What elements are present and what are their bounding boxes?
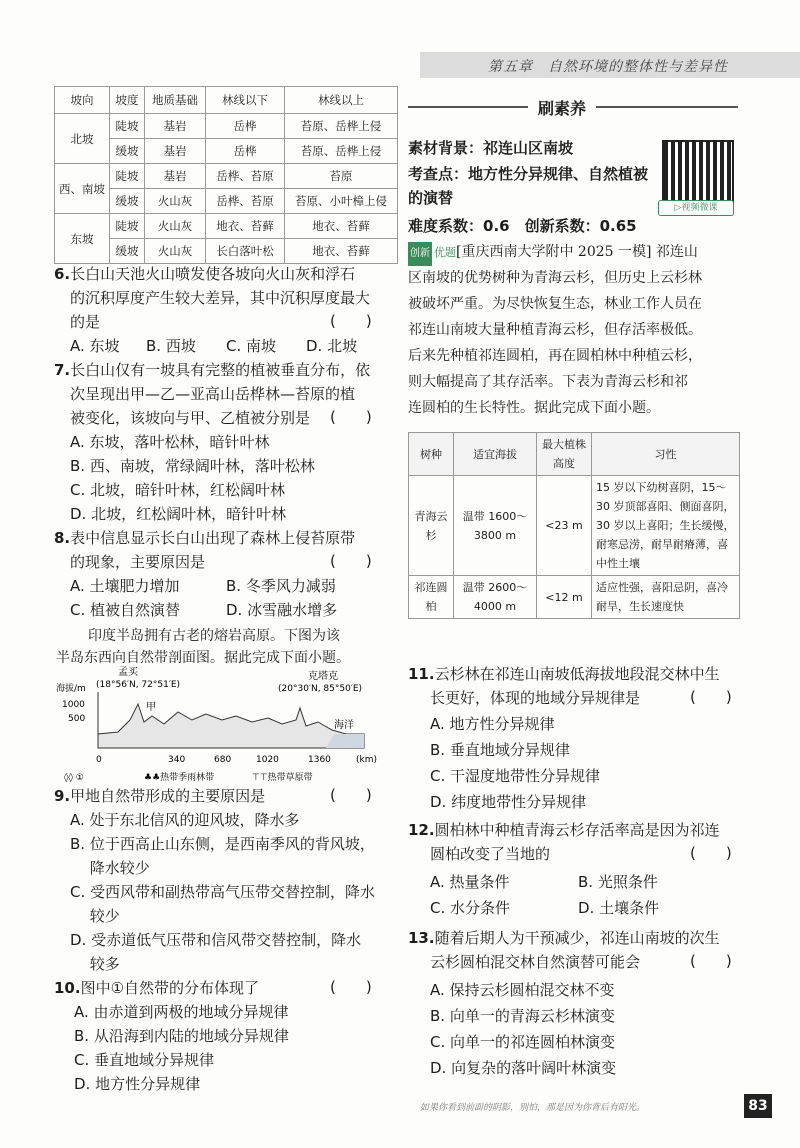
x-tick-1020: 1020 (256, 755, 279, 765)
option-d[interactable]: D. 冰雪融水增多 (226, 601, 338, 619)
x-unit: (km) (356, 755, 378, 765)
intro-text-line2: 半岛东西向自然带剖面图。据此完成下面小题。 (56, 650, 350, 666)
table-header: 坡向 (55, 87, 110, 114)
table-header: 林线以上 (285, 87, 398, 114)
tree-characteristics-table (408, 432, 740, 619)
question-12-line2: 圆柏改变了当地的 (430, 845, 551, 863)
option-b-cont: 降水较少 (70, 859, 150, 877)
option-a[interactable]: A. 热量条件 (430, 873, 510, 891)
question-8-line2: 的现象，主要原因是 (70, 553, 206, 571)
table-cell: <12 m (537, 576, 592, 619)
label-jia: 甲 (146, 702, 156, 713)
terrain-profile (98, 704, 364, 748)
option-c[interactable]: C. 向单一的祁连圆柏林演变 (430, 1033, 616, 1051)
table-header: 林线以下 (206, 87, 285, 114)
question-7: 7.长白山仅有一坡具有完整的植被垂直分布，依 (54, 361, 371, 379)
option-a[interactable]: A. 地方性分异规律 (430, 715, 555, 733)
option-d[interactable]: D. 土壤条件 (578, 899, 660, 917)
option-a[interactable]: A. 东坡，落叶松林，暗针叶林 (70, 433, 270, 451)
option-b[interactable]: B. 位于西高止山东侧，是西南季风的背风坡， (70, 835, 375, 853)
question-8: 8.表中信息显示长白山出现了森林上侵苔原带 (54, 529, 356, 547)
option-c-cont: 较少 (70, 907, 120, 925)
table-row (409, 576, 740, 619)
option-a[interactable]: A. 保持云杉圆柏混交林不变 (430, 981, 615, 999)
option-a[interactable]: A. 东坡 (70, 337, 120, 355)
option-c[interactable]: C. 受西风带和副热带高气压带交替控制，降水 (70, 883, 376, 901)
table-header-row (409, 433, 740, 476)
question-6-line2: 的沉积厚度产生较大差异，其中沉积厚度最大 (70, 289, 371, 307)
passage-line6: 则大幅提高了其存活率。下表为青海云杉和祁 (408, 374, 688, 390)
footer-quote: 如果你看到前面的阴影，别怕，那是因为你背后有阳光。 (420, 1103, 646, 1113)
table-cell: 火山灰 (145, 214, 206, 239)
answer-paren: ( ) (690, 844, 732, 862)
option-d-cont: 较多 (70, 955, 120, 973)
answer-paren: ( ) (330, 312, 372, 330)
featured-label: 优题 (434, 246, 456, 259)
passage-line3: 被破坏严重。为尽快恢复生态，林业工作人员在 (408, 296, 702, 312)
y-tick-500: 500 (68, 714, 86, 724)
table-header: 坡度 (110, 87, 145, 114)
question-6: 6.长白山天池火山喷发使各坡向火山灰和浮石 (54, 265, 356, 283)
option-a[interactable]: A. 土壤肥力增加 (70, 577, 180, 595)
table-header: 最大植株高度 (537, 433, 592, 476)
answer-paren: ( ) (330, 978, 372, 996)
key-points-line2: 的演替 (408, 189, 454, 207)
option-a[interactable]: A. 处于东北信风的迎风坡，降水多 (70, 811, 300, 829)
question-11: 11.云杉林在祁连山南坡低海拔地段混交林中生 (408, 665, 720, 683)
table-cell: 基岩 (145, 164, 206, 189)
option-c[interactable]: C. 南坡 (226, 337, 277, 355)
table-cell: 缓坡 (110, 239, 145, 264)
option-c[interactable]: C. 干湿度地带性分异规律 (430, 767, 601, 785)
answer-paren: ( ) (330, 786, 372, 804)
option-b[interactable]: B. 西坡 (146, 337, 196, 355)
answer-paren: ( ) (330, 552, 372, 570)
table-row (409, 476, 740, 576)
table-cell: 15 岁以下幼树喜阴，15～30 岁顶部喜阳、侧面喜阴，30 岁以上喜阳；生长缓慢，耐寒忌涝，耐旱耐瘠薄，喜中性土壤 (592, 476, 740, 576)
legend-savanna: ⊤⊤热带草原带 (252, 773, 313, 783)
page-number: 83 (744, 1094, 772, 1118)
india-profile-diagram (56, 664, 396, 788)
question-7-line2: 次呈现出甲—乙—亚高山岳桦林—苔原的植 (70, 385, 356, 403)
passage-line7: 连圆柏的生长特性。据此完成下面小题。 (408, 400, 660, 416)
passage-line4: 祁连山南坡大量种植青海云杉，但存活率极低。 (408, 322, 702, 338)
question-6-line3: 的是 (70, 313, 101, 331)
option-c[interactable]: C. 垂直地域分异规律 (74, 1051, 215, 1069)
table-cell: 苔原、岳桦上侵 (285, 114, 398, 139)
option-b[interactable]: B. 从沿海到内陆的地域分异规律 (74, 1027, 289, 1045)
table-cell: 北坡 (55, 114, 110, 164)
table-cell: 火山灰 (145, 189, 206, 214)
option-d[interactable]: D. 北坡，红松阔叶林，暗针叶林 (70, 505, 287, 523)
chapter-header: 第五章 自然环境的整体性与差异性 (488, 59, 728, 75)
intro-text: 印度半岛拥有古老的熔岩高原。下图为该 (88, 628, 340, 644)
option-b[interactable]: B. 向单一的青海云杉林演变 (430, 1007, 615, 1025)
table-cell: 基岩 (145, 139, 206, 164)
question-13-line2: 云杉圆柏混交林自然演替可能会 (430, 953, 641, 971)
question-10: 10.图中①自然带的分布体现了 (54, 979, 260, 997)
table-cell: 温带 1600～3800 m (454, 476, 537, 576)
option-b[interactable]: B. 光照条件 (578, 873, 658, 891)
table-row (55, 214, 398, 239)
x-tick-340: 340 (168, 755, 186, 765)
question-11-line2: 长更好，体现的地域分异规律是 (430, 689, 641, 707)
table-cell: 陡坡 (110, 164, 145, 189)
city-mumbai: 孟买 (118, 667, 138, 678)
option-d[interactable]: D. 向复杂的落叶阔叶林演变 (430, 1059, 617, 1077)
key-points: 考查点：地方性分异规律、自然植被 (408, 165, 649, 183)
video-lesson-label[interactable]: ▷视频微课 (658, 200, 734, 216)
passage-line1: 创新 优题[重庆西南大学附中 2025 一模] 祁连山 (408, 240, 698, 266)
table-header: 地质基础 (145, 87, 206, 114)
option-b[interactable]: B. 垂直地域分异规律 (430, 741, 570, 759)
question-7-line3: 被变化，该坡向与甲、乙植被分别是 (70, 409, 311, 427)
coord-mumbai: (18°56′N, 72°51′E) (96, 680, 181, 690)
y-tick-1000: 1000 (62, 700, 85, 710)
option-c[interactable]: C. 水分条件 (430, 899, 511, 917)
option-c[interactable]: C. 植被自然演替 (70, 601, 181, 619)
x-tick-1360: 1360 (308, 755, 331, 765)
table-cell: 地衣、苔藓 (285, 239, 398, 264)
table-cell: 温带 2600～4000 m (454, 576, 537, 619)
table-cell: 苔原、岳桦上侵 (285, 139, 398, 164)
city-cuttack: 克塔克 (308, 671, 338, 682)
table-row (55, 164, 398, 189)
table-cell: 陡坡 (110, 114, 145, 139)
coord-cuttack: (20°30′N, 85°50′E) (278, 684, 363, 694)
answer-paren: ( ) (690, 952, 732, 970)
table-cell: 苔原 (285, 164, 398, 189)
vegetation-table (54, 86, 398, 264)
table-cell: 缓坡 (110, 139, 145, 164)
answer-paren: ( ) (330, 408, 372, 426)
passage-line5: 后来先种植祁连圆柏，再在圆柏林中种植云杉， (408, 348, 702, 364)
table-header: 树种 (409, 433, 454, 476)
table-cell: 祁连圆柏 (409, 576, 454, 619)
option-c[interactable]: C. 北坡，暗针叶林，红松阔叶林 (70, 481, 286, 499)
table-cell: <23 m (537, 476, 592, 576)
table-cell: 基岩 (145, 114, 206, 139)
table-cell: 地衣、苔藓 (206, 214, 285, 239)
option-d[interactable]: D. 地方性分异规律 (74, 1075, 201, 1093)
question-12: 12.圆柏林中种植青海云杉存活率高是因为祁连 (408, 821, 720, 839)
table-header-row (55, 87, 398, 114)
table-cell: 缓坡 (110, 189, 145, 214)
table-cell: 岳桦 (206, 139, 285, 164)
table-cell: 岳桦、苔原 (206, 189, 285, 214)
option-d[interactable]: D. 北坡 (306, 337, 358, 355)
passage-line2: 区南坡的优势树种为青海云杉，但历史上云杉林 (408, 270, 702, 286)
question-9: 9.甲地自然带形成的主要原因是 (54, 787, 266, 805)
table-header: 习性 (592, 433, 740, 476)
question-13: 13.随着后期人为干预减少，祁连山南坡的次生 (408, 929, 720, 947)
option-a[interactable]: A. 由赤道到两极的地域分异规律 (74, 1003, 289, 1021)
table-header: 适宜海拔 (454, 433, 537, 476)
x-tick-680: 680 (214, 755, 232, 765)
table-cell: 火山灰 (145, 239, 206, 264)
table-cell: 西、南坡 (55, 164, 110, 214)
legend-monsoon-forest: ♣♣热带季雨林带 (144, 773, 215, 783)
table-cell: 岳桦、苔原 (206, 164, 285, 189)
table-row (55, 114, 398, 139)
table-cell: 岳桦 (206, 114, 285, 139)
label-ocean: 海洋 (334, 720, 354, 731)
option-b[interactable]: B. 西、南坡，常绿阔叶林，落叶松林 (70, 457, 315, 475)
option-d[interactable]: D. 纬度地带性分异规律 (430, 793, 587, 811)
answer-paren: ( ) (690, 688, 732, 706)
table-cell: 东坡 (55, 214, 110, 264)
x-tick-0: 0 (96, 755, 102, 765)
section-title: 刷素养 (528, 96, 596, 119)
table-cell: 长白落叶松 (206, 239, 285, 264)
option-d[interactable]: D. 受赤道低气压带和信风带交替控制，降水 (70, 931, 362, 949)
innovation-badge: 创新 (408, 242, 432, 266)
option-b[interactable]: B. 冬季风力减弱 (226, 577, 336, 595)
legend-zone-1: ◊◊ ① (64, 773, 84, 783)
table-cell: 地衣、苔藓 (285, 214, 398, 239)
table-cell: 陡坡 (110, 214, 145, 239)
y-axis-label: 海拔/m (56, 684, 86, 694)
table-cell: 青海云杉 (409, 476, 454, 576)
material-background: 素材背景：祁连山区南坡 (408, 139, 574, 157)
table-cell: 苔原、小叶樟上侵 (285, 189, 398, 214)
difficulty: 难度系数：0.6 创新系数：0.65 (408, 217, 637, 235)
table-cell: 适应性强，喜阳忌阴，喜冷耐旱，生长速度快 (592, 576, 740, 619)
